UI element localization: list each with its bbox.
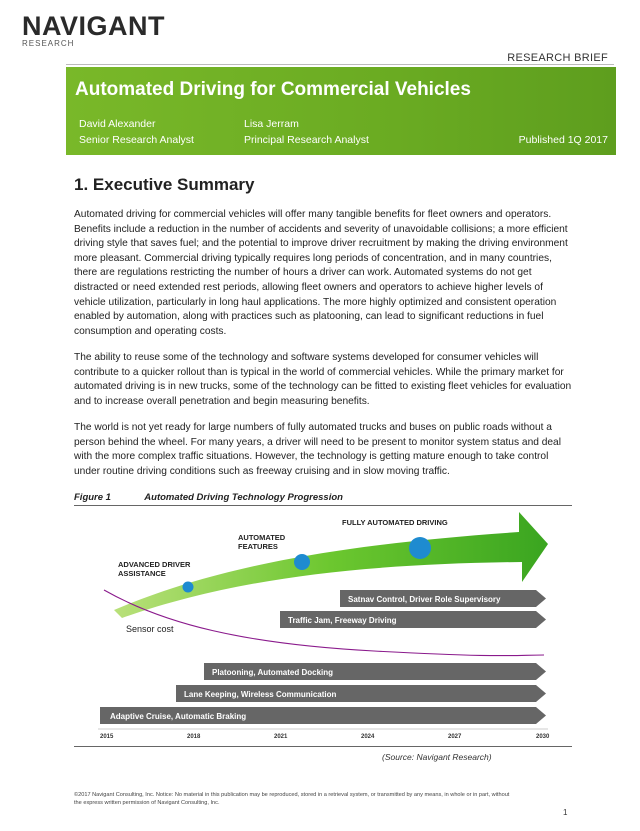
paragraph-1: Automated driving for commercial vehicles will offer many tangible benefits for fleet owners and operators. Benefits include a reduction in the number of accidents and severity of unavoidable collisions; a more efficient driving style that saves fuel; and the potential to improve driver recruitment by making the driving environment more pleasant. Commercial driving typically requires long periods of concentration, and in many countries, there are regulations restricting the number of hours a driver can work. Automated systems do not get distracted or need extended rest periods, allowing fleet owners and operators to achieve higher levels of vehicle utilization, particularly in long haul applications. The more highly optimized and consistent operation enabled by automation, along with practices such as platooning, can lead to significant reductions in fuel consumption and operating costs.	[74, 209, 568, 337]
paragraph-2: The ability to reuse some of the technology and software systems developed for consumer vehicles will contribute to a quicker rollout than is typical in the world of commercial vehicles. While the primary market for automated driving is in new trucks, some of the technology can be fitted to existing fleet vehicles for evaluation and to increase overall penetration and begin measuring benefits.	[74, 352, 572, 407]
title-banner	[66, 67, 616, 155]
paragraph-3: The world is not yet ready for large numbers of fully automated trucks and buses on public roads without a person behind the wheel. For many years, a driver will need to be present to monitor system status and deal with the more complex traffic situations. However, the technology is getting mature enough to take control under routine driving conditions such as freeway cruising and in slow moving traffic.	[74, 422, 561, 477]
author1-role: Senior Research Analyst	[79, 134, 194, 146]
stage-label-fully-automated: FULLY AUTOMATED DRIVING	[342, 518, 448, 527]
bar-label-traffic-jam: Traffic Jam, Freeway Driving	[288, 616, 397, 625]
section-heading: 1. Executive Summary	[74, 175, 255, 194]
stage-dot-automated-features	[294, 554, 310, 570]
bar-label-lane-keeping: Lane Keeping, Wireless Communication	[184, 690, 337, 699]
figure-caption	[74, 492, 343, 503]
year-label-2018: 2018	[187, 734, 201, 740]
stage-label-advanced-driver: ADVANCED DRIVER	[118, 560, 191, 569]
stage-dot-fully-automated	[409, 537, 431, 559]
year-label-2015: 2015	[100, 734, 114, 740]
stage-label-assistance: ASSISTANCE	[118, 569, 166, 578]
sensor-cost-label: Sensor cost	[126, 624, 174, 634]
logo-wordmark: NAVIGANT	[22, 11, 165, 41]
author2-role: Principal Research Analyst	[244, 134, 369, 146]
report-title: Automated Driving for Commercial Vehicles	[75, 79, 471, 100]
author1-name: David Alexander	[79, 118, 156, 130]
bar-label-satnav-control: Satnav Control, Driver Role Supervisory	[348, 595, 501, 604]
technology-progression-diagram	[74, 506, 572, 746]
figure-source: (Source: Navigant Research)	[382, 752, 492, 762]
stage-dot-assistance	[183, 582, 194, 593]
doc-type-label: RESEARCH BRIEF	[507, 52, 608, 64]
figure-bottom-rule	[74, 746, 572, 747]
header-divider	[66, 64, 614, 65]
year-label-2021: 2021	[274, 734, 288, 740]
logo-subtitle: RESEARCH	[22, 39, 75, 48]
capability-bars	[100, 590, 546, 724]
published-date: Published 1Q 2017	[518, 134, 608, 146]
bar-label-adaptive-cruise: Adaptive Cruise, Automatic Braking	[110, 712, 247, 721]
year-label-2030: 2030	[536, 734, 550, 740]
bar-label-platooning: Platooning, Automated Docking	[212, 668, 334, 677]
navigant-logo	[22, 12, 165, 48]
page-number: 1	[563, 808, 568, 817]
author2-name: Lisa Jerram	[244, 118, 299, 130]
copyright-notice: ©2017 Navigant Consulting, Inc. Notice: No material in this publication may be reproduced, stored in a retrieval system, or transmitted by any means, in whole or in part, without the express written permission of Navigant Consulting, Inc.	[74, 792, 510, 806]
stage-label-automated: AUTOMATED	[238, 533, 286, 542]
stage-label-features: FEATURES	[238, 542, 278, 551]
year-label-2024: 2024	[361, 734, 375, 740]
year-label-2027: 2027	[448, 734, 462, 740]
figure-number: Figure 1	[74, 492, 111, 503]
figure-title: Automated Driving Technology Progression	[144, 492, 343, 503]
